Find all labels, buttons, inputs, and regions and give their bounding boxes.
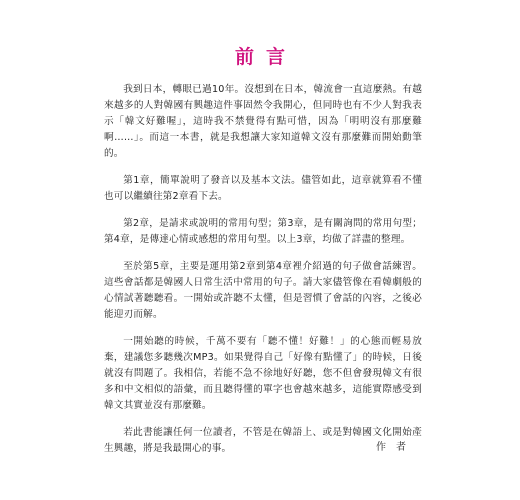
paragraph: 一開始聽的時候，千萬不要有「聽不懂！好難！」的心態而輕易放棄，建議您多聽幾次MP3。如果覺得自己「好像有點懂了」的時候，日後就沒有問題了。我相信，若能不急不徐地好好聽，您不但會發現韓文有很多和中文相似的語彙，而且聽得懂的單字也會越來越多，這能實際感受到韓文其實並沒有那麼難。 <box>104 336 422 411</box>
author-signature: 作者 <box>376 442 416 453</box>
paragraph: 第1章，簡單說明了發音以及基本文法。儘管如此，這章就算看不懂也可以繼續往第2章看下去。 <box>104 175 422 202</box>
page-title: 前言 <box>234 46 297 68</box>
paragraph: 我到日本，轉眼已過10年。沒想到在日本，韓流會一直這麼熱。有越來越多的人對韓國有興趣這件事固然令我開心，但同時也有不少人對我表示「韓文好難喔」，這時我不禁覺得有點可惜，因為「明明沒有那麼難啊……」。而這一本書，就是我想讓大家知道韓文沒有那麼難而開始動筆的。 <box>104 84 422 159</box>
paragraph: 第2章，是請求或說明的常用句型；第3章，是有關詢問的常用句型；第4章，是傳達心情或感想的常用句型。以上3章，均做了詳盡的整理。 <box>104 218 422 245</box>
paragraph: 若此書能讓任何一位讀者，不管是在韓語上、或是對韓國文化開始產生興趣，將是我最開心的事。 <box>104 427 422 454</box>
paragraph: 至於第5章，主要是運用第2章到第4章裡介紹過的句子做會話練習。這些會話都是韓國人日常生活中常用的句子。請大家儘管像在看韓劇般的心情試著聽聽看。一開始或許聽不太懂，但是習慣了會話的內容，之後必能迎刃而解。 <box>104 261 422 320</box>
preface-body <box>104 82 422 468</box>
